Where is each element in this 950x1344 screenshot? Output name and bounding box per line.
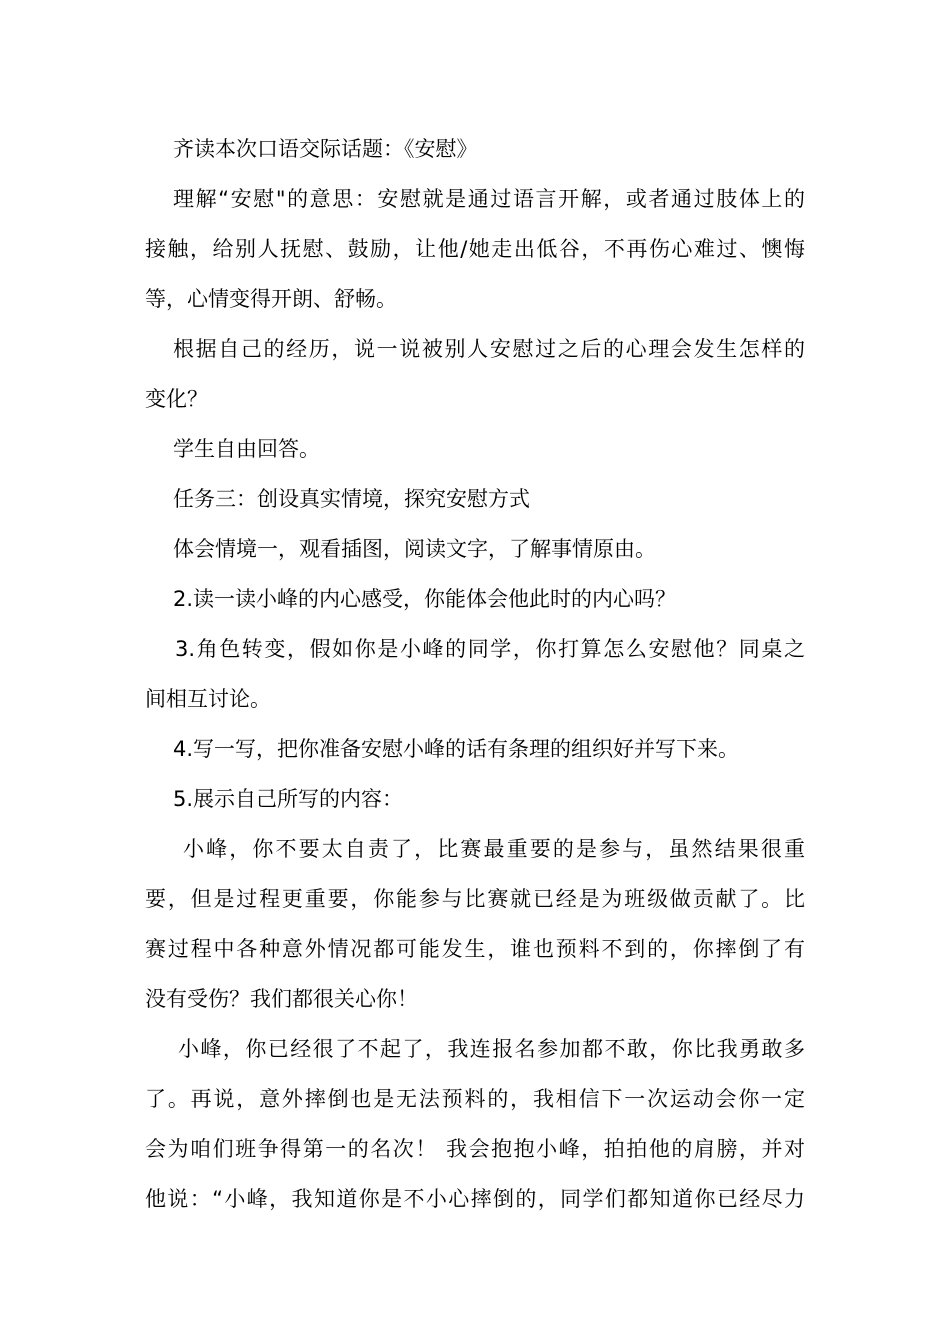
paragraph-answer: 学生自由回答。 bbox=[173, 437, 320, 461]
paragraph-meaning-line: 理解“安慰"的意思：安慰就是通过语言开解，或者通过肢体上的 bbox=[173, 187, 805, 211]
document-body bbox=[145, 124, 805, 1224]
step-3-line: 3.角色转变，假如你是小峰的同学，你打算怎么安慰他？同桌之 bbox=[175, 637, 805, 661]
sample-answer-2-line: 了。再说，意外摔倒也是无法预料的，我相信下一次运动会你一定 bbox=[145, 1087, 805, 1111]
step-1: 体会情境一，观看插图，阅读文字，了解事情原由。 bbox=[173, 537, 656, 561]
sample-answer-1-line: 赛过程中各种意外情况都可能发生，谁也预料不到的，你摔倒了有 bbox=[145, 937, 805, 961]
step-3-line: 间相互讨论。 bbox=[145, 687, 271, 711]
paragraph-question-line: 变化？ bbox=[145, 387, 208, 411]
sample-answer-1-line: 没有受伤？我们都很关心你！ bbox=[145, 987, 418, 1011]
sample-answer-2-line: 小峰，你已经很了不起了，我连报名参加都不敢，你比我勇敢多 bbox=[178, 1037, 805, 1061]
paragraph-meaning-line: 接触，给别人抚慰、鼓励，让他/她走出低谷，不再伤心难过、懊悔 bbox=[145, 237, 805, 261]
sample-answer-2-line: 会为咱们班争得第一的名次！ 我会抱抱小峰，拍拍他的肩膀，并对 bbox=[145, 1137, 805, 1161]
step-4: 4.写一写，把你准备安慰小峰的话有条理的组织好并写下来。 bbox=[173, 737, 740, 761]
step-2: 2.读一读小峰的内心感受，你能体会他此时的内心吗？ bbox=[173, 587, 677, 611]
paragraph-meaning-line: 等，心情变得开朗、舒畅。 bbox=[145, 287, 397, 311]
paragraph-question-line: 根据自己的经历，说一说被别人安慰过之后的心理会发生怎样的 bbox=[173, 337, 805, 361]
task-three-heading: 任务三：创设真实情境，探究安慰方式 bbox=[173, 487, 530, 511]
paragraph-topic: 齐读本次口语交际话题：《安慰》 bbox=[173, 137, 478, 161]
sample-answer-1-line: 要，但是过程更重要，你能参与比赛就已经是为班级做贡献了。比 bbox=[145, 887, 805, 911]
step-5: 5.展示自己所写的内容： bbox=[173, 787, 404, 811]
sample-answer-2-line: 他说：“小峰，我知道你是不小心摔倒的，同学们都知道你已经尽力 bbox=[145, 1187, 805, 1211]
sample-answer-1-line: 小峰，你不要太自责了，比赛最重要的是参与，虽然结果很重 bbox=[183, 837, 805, 861]
